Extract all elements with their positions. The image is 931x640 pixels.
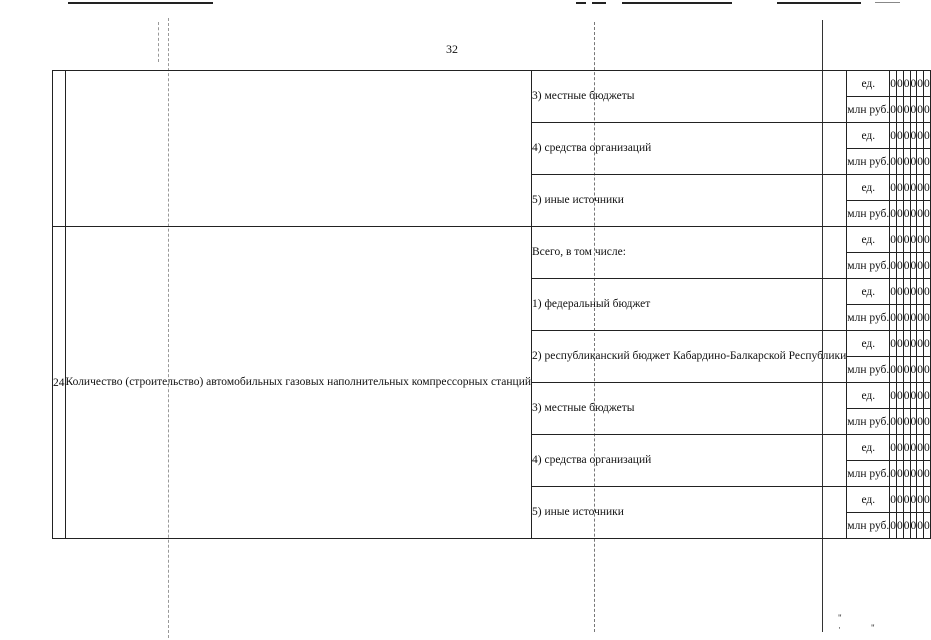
funding-source-label: 3) местные бюджеты [532, 383, 847, 435]
unit-label: ед. [847, 331, 890, 357]
value-cell: 0 [890, 97, 897, 123]
unit-label: ед. [847, 279, 890, 305]
value-cell: 0 [924, 123, 931, 149]
value-cell: 0 [903, 513, 910, 539]
value-cell: 0 [890, 253, 897, 279]
page-number: 32 [446, 42, 458, 56]
value-cell: 0 [924, 227, 931, 253]
value-cell: 0 [897, 305, 904, 331]
value-cell: 0 [917, 175, 924, 201]
scan-artifact-line [68, 2, 213, 4]
value-cell: 0 [910, 253, 917, 279]
funding-source-label: 4) средства организаций [532, 123, 847, 175]
value-cell: 0 [910, 201, 917, 227]
unit-label: млн руб. [847, 149, 890, 175]
value-cell: 0 [897, 435, 904, 461]
value-cell: 0 [917, 383, 924, 409]
value-cell: 0 [890, 201, 897, 227]
funding-source-label: 1) федеральный бюджет [532, 279, 847, 331]
unit-label: ед. [847, 487, 890, 513]
unit-label: млн руб. [847, 461, 890, 487]
value-cell: 0 [910, 461, 917, 487]
value-cell: 0 [917, 149, 924, 175]
value-cell: 0 [924, 409, 931, 435]
value-cell: 0 [897, 123, 904, 149]
value-cell: 0 [924, 435, 931, 461]
value-cell: 0 [890, 357, 897, 383]
value-cell: 0 [903, 71, 910, 97]
value-cell: 0 [890, 227, 897, 253]
value-cell: 0 [897, 383, 904, 409]
value-cell: 0 [897, 279, 904, 305]
funding-table [52, 70, 931, 539]
value-cell: 0 [910, 175, 917, 201]
value-cell: 0 [903, 305, 910, 331]
value-cell: 0 [924, 97, 931, 123]
value-cell: 0 [890, 331, 897, 357]
value-cell: 0 [897, 175, 904, 201]
value-cell: 0 [924, 149, 931, 175]
value-cell: 0 [924, 331, 931, 357]
value-cell: 0 [890, 149, 897, 175]
table-row [53, 227, 931, 253]
unit-label: млн руб. [847, 97, 890, 123]
value-cell: 0 [910, 383, 917, 409]
row-index: 24 [53, 227, 66, 539]
fold-line [158, 22, 159, 62]
unit-label: ед. [847, 435, 890, 461]
unit-label: млн руб. [847, 201, 890, 227]
value-cell: 0 [910, 487, 917, 513]
value-cell: 0 [924, 71, 931, 97]
value-cell: 0 [910, 305, 917, 331]
value-cell: 0 [897, 201, 904, 227]
value-cell: 0 [910, 97, 917, 123]
corner-marks: " ·" [838, 613, 905, 633]
value-cell: 0 [917, 331, 924, 357]
value-cell: 0 [910, 357, 917, 383]
value-cell: 0 [924, 461, 931, 487]
value-cell: 0 [917, 461, 924, 487]
value-cell: 0 [924, 175, 931, 201]
value-cell: 0 [910, 279, 917, 305]
value-cell: 0 [903, 253, 910, 279]
value-cell: 0 [890, 175, 897, 201]
funding-source-label: 5) иные источники [532, 487, 847, 539]
funding-source-label: 4) средства организаций [532, 435, 847, 487]
value-cell: 0 [924, 305, 931, 331]
value-cell: 0 [897, 331, 904, 357]
value-cell: 0 [910, 409, 917, 435]
value-cell: 0 [917, 201, 924, 227]
value-cell: 0 [910, 513, 917, 539]
unit-label: ед. [847, 383, 890, 409]
value-cell: 0 [917, 227, 924, 253]
value-cell: 0 [903, 201, 910, 227]
funding-source-label: Всего, в том числе: [532, 227, 847, 279]
scan-artifact-line [592, 2, 606, 4]
unit-label: ед. [847, 175, 890, 201]
value-cell: 0 [903, 227, 910, 253]
scan-artifact-line [622, 2, 732, 4]
value-cell: 0 [917, 253, 924, 279]
value-cell: 0 [890, 409, 897, 435]
value-cell: 0 [897, 513, 904, 539]
value-cell: 0 [924, 383, 931, 409]
value-cell: 0 [903, 331, 910, 357]
scan-artifact-line [576, 2, 586, 4]
table-row [53, 71, 931, 97]
value-cell: 0 [897, 253, 904, 279]
row-index-empty [53, 71, 66, 227]
value-cell: 0 [917, 409, 924, 435]
value-cell: 0 [903, 175, 910, 201]
value-cell: 0 [903, 357, 910, 383]
funding-source-label: 3) местные бюджеты [532, 71, 847, 123]
value-cell: 0 [897, 227, 904, 253]
scan-artifact-line [777, 2, 861, 4]
value-cell: 0 [910, 435, 917, 461]
value-cell: 0 [903, 279, 910, 305]
value-cell: 0 [890, 383, 897, 409]
indicator-name: Количество (строительство) автомобильных газовых наполнительных компрессорных станций [65, 227, 532, 539]
value-cell: 0 [903, 123, 910, 149]
value-cell: 0 [917, 357, 924, 383]
value-cell: 0 [917, 487, 924, 513]
value-cell: 0 [924, 513, 931, 539]
scan-artifact-line [875, 2, 900, 3]
value-cell: 0 [917, 71, 924, 97]
value-cell: 0 [890, 513, 897, 539]
value-cell: 0 [910, 71, 917, 97]
value-cell: 0 [917, 435, 924, 461]
value-cell: 0 [890, 435, 897, 461]
value-cell: 0 [890, 487, 897, 513]
value-cell: 0 [897, 487, 904, 513]
value-cell: 0 [903, 149, 910, 175]
funding-source-label: 2) республиканский бюджет Кабардино-Балкарской Республики [532, 331, 847, 383]
value-cell: 0 [890, 305, 897, 331]
unit-label: млн руб. [847, 513, 890, 539]
unit-label: ед. [847, 227, 890, 253]
value-cell: 0 [910, 149, 917, 175]
unit-label: ед. [847, 71, 890, 97]
value-cell: 0 [897, 461, 904, 487]
value-cell: 0 [917, 513, 924, 539]
value-cell: 0 [910, 331, 917, 357]
value-cell: 0 [897, 409, 904, 435]
unit-label: млн руб. [847, 409, 890, 435]
value-cell: 0 [897, 149, 904, 175]
value-cell: 0 [890, 461, 897, 487]
value-cell: 0 [903, 97, 910, 123]
value-cell: 0 [897, 97, 904, 123]
value-cell: 0 [890, 71, 897, 97]
value-cell: 0 [903, 409, 910, 435]
value-cell: 0 [890, 123, 897, 149]
value-cell: 0 [924, 487, 931, 513]
value-cell: 0 [910, 123, 917, 149]
value-cell: 0 [924, 253, 931, 279]
value-cell: 0 [897, 71, 904, 97]
value-cell: 0 [890, 279, 897, 305]
value-cell: 0 [917, 305, 924, 331]
value-cell: 0 [903, 487, 910, 513]
indicator-empty [65, 71, 532, 227]
unit-label: млн руб. [847, 305, 890, 331]
value-cell: 0 [924, 201, 931, 227]
funding-source-label: 5) иные источники [532, 175, 847, 227]
value-cell: 0 [924, 279, 931, 305]
unit-label: млн руб. [847, 253, 890, 279]
unit-label: ед. [847, 123, 890, 149]
value-cell: 0 [903, 461, 910, 487]
value-cell: 0 [917, 97, 924, 123]
value-cell: 0 [903, 435, 910, 461]
unit-label: млн руб. [847, 357, 890, 383]
value-cell: 0 [903, 383, 910, 409]
value-cell: 0 [924, 357, 931, 383]
value-cell: 0 [917, 123, 924, 149]
value-cell: 0 [910, 227, 917, 253]
value-cell: 0 [917, 279, 924, 305]
value-cell: 0 [897, 357, 904, 383]
